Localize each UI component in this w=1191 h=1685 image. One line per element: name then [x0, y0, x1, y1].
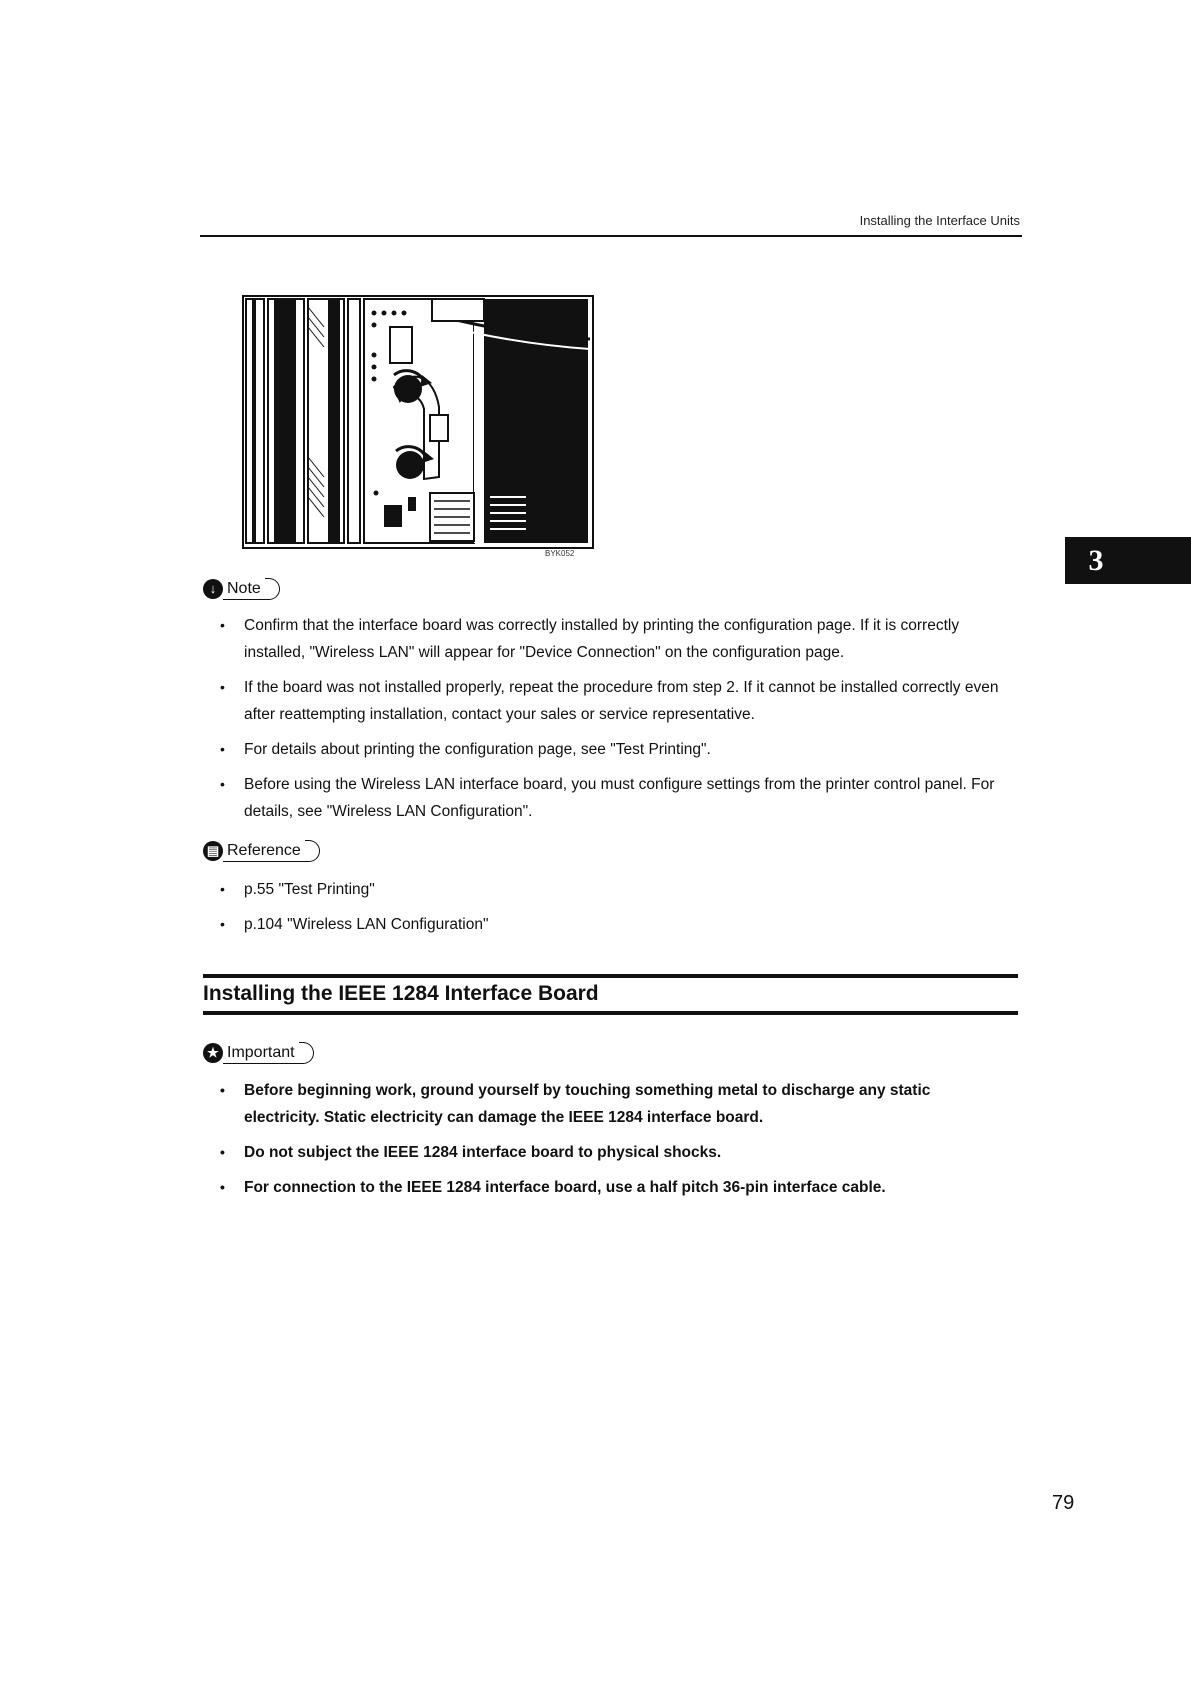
- list-item: • p.55 "Test Printing": [214, 876, 814, 903]
- important-icon: ★: [203, 1043, 223, 1063]
- important-callout: [203, 1042, 314, 1064]
- important-label-cap: [299, 1042, 314, 1064]
- installation-illustration: [242, 295, 594, 549]
- list-item: • Do not subject the IEEE 1284 interface board to physical shocks.: [214, 1139, 994, 1166]
- list-item: • If the board was not installed properly, repeat the procedure from step 2. If it cannot be installed correctly even after reattempting installation, contact your sales or service representative.: [214, 674, 1024, 728]
- printer-board-illustration: [244, 297, 592, 547]
- section-rule-bottom: [203, 1011, 1018, 1015]
- page-number: 79: [1052, 1492, 1075, 1514]
- list-item: • Before using the Wireless LAN interface board, you must configure settings from the printer control panel. For details, see "Wireless LAN Configuration".: [214, 771, 1024, 825]
- important-label: Important: [223, 1042, 299, 1064]
- reference-callout: [203, 840, 320, 862]
- note-label: Note: [223, 578, 265, 600]
- reference-label: Reference: [223, 840, 305, 862]
- running-header: Installing the Interface Units: [859, 213, 1020, 228]
- important-list: [214, 1077, 994, 1209]
- list-item: • Confirm that the interface board was correctly installed by printing the configuration page. If it is correctly installed, "Wireless LAN" will appear for "Device Connection" on the configuration page.: [214, 612, 1024, 666]
- section-title: Installing the IEEE 1284 Interface Board: [203, 982, 599, 1005]
- header-rule: [200, 235, 1022, 237]
- list-item: • For connection to the IEEE 1284 interface board, use a half pitch 36-pin interface cable.: [214, 1174, 994, 1201]
- reference-label-cap: [305, 840, 320, 862]
- section-rule-top: [203, 974, 1018, 978]
- chapter-tab: [1065, 537, 1191, 584]
- reference-icon: ▤: [203, 841, 223, 861]
- note-label-cap: [265, 578, 280, 600]
- note-icon: ↓: [203, 579, 223, 599]
- note-list: [214, 612, 1024, 833]
- list-item: • For details about printing the configuration page, see "Test Printing".: [214, 736, 1024, 763]
- figure-code: BYK052: [545, 549, 575, 558]
- reference-list: [214, 876, 814, 946]
- list-item: • p.104 "Wireless LAN Configuration": [214, 911, 814, 938]
- chapter-number: 3: [1088, 544, 1104, 577]
- note-callout: [203, 578, 280, 600]
- list-item: • Before beginning work, ground yourself by touching something metal to discharge any static electricity. Static electricity can damage the IEEE 1284 interface board.: [214, 1077, 994, 1131]
